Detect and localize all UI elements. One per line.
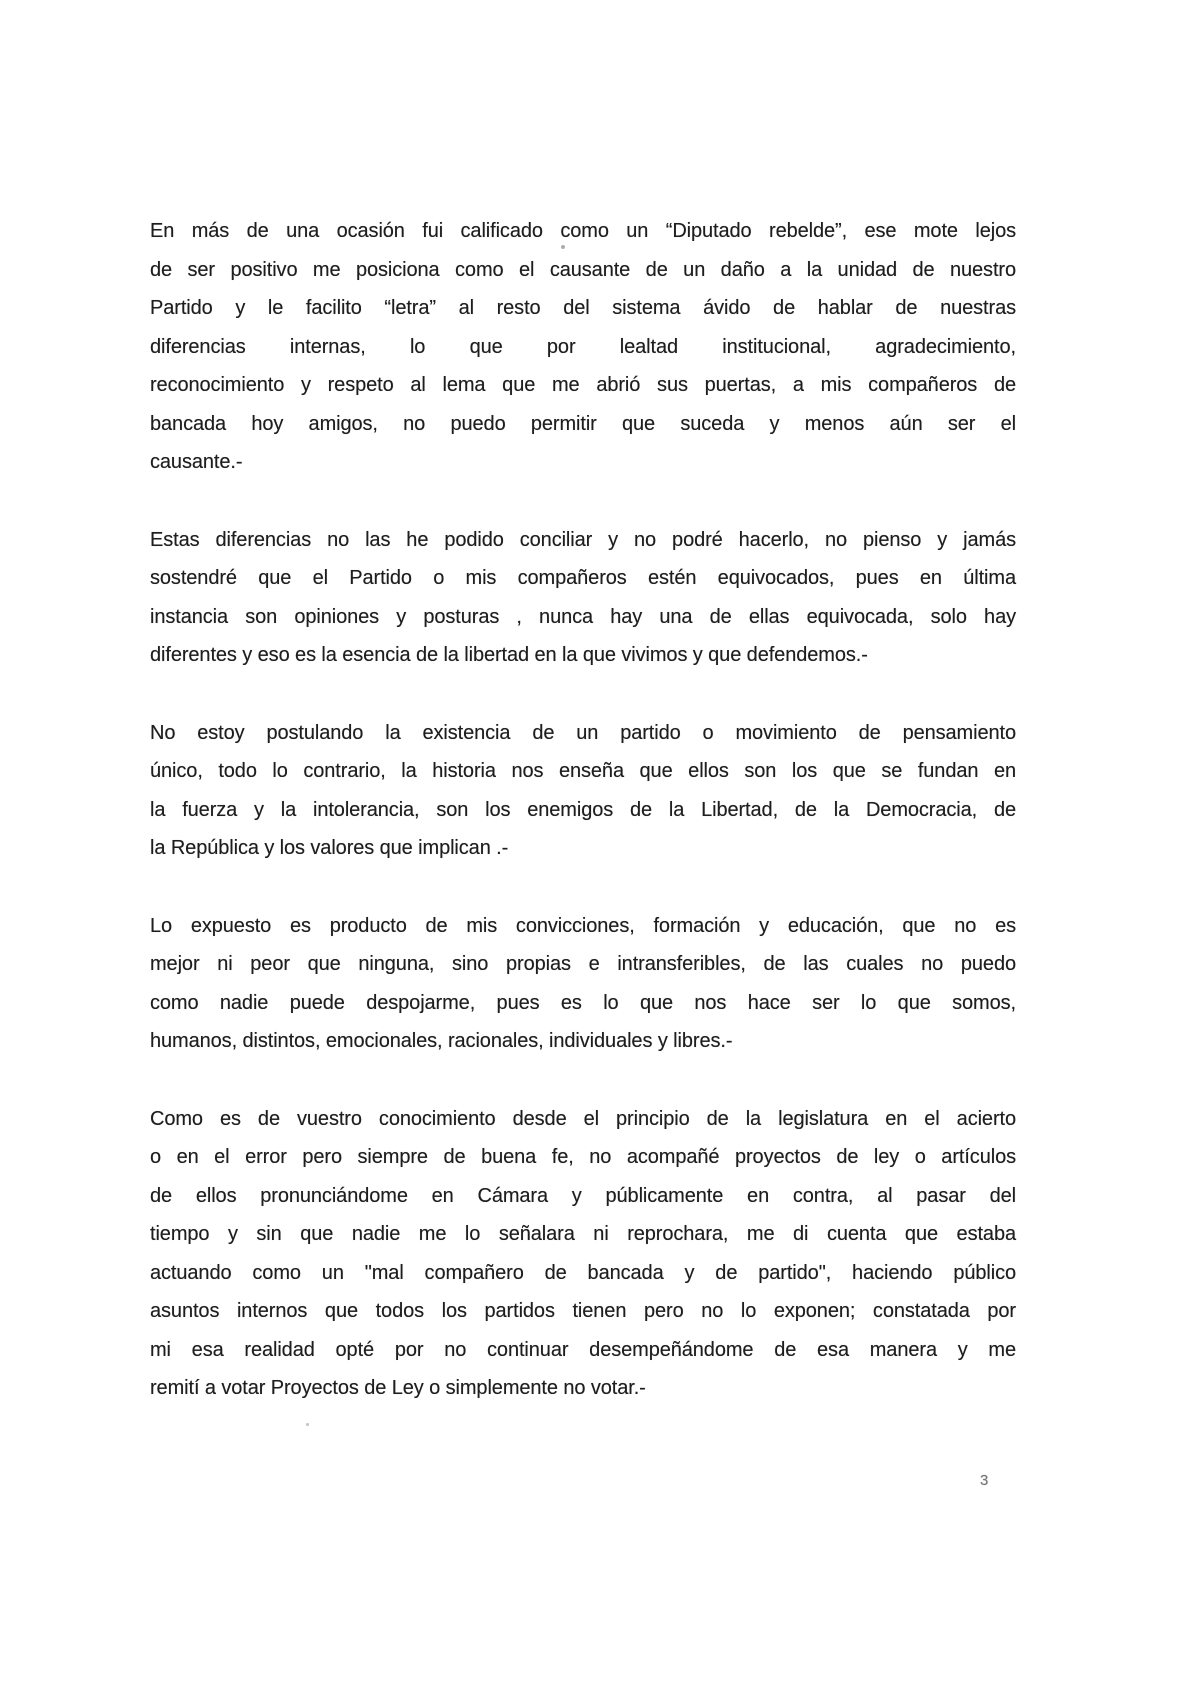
- text-line: instancia son opiniones y posturas , nunca hay una de ellas equivocada, solo hay: [150, 605, 1016, 628]
- text-line: de ellos pronunciándome en Cámara y públicamente en contra, al pasar del: [150, 1184, 1016, 1207]
- text-line: diferentes y eso es la esencia de la libertad en la que vivimos y que defendemos.-: [150, 644, 868, 666]
- text-line: asuntos internos que todos los partidos tienen pero no lo exponen; constatada por: [150, 1300, 1016, 1322]
- scan-artifact-dot: [561, 245, 565, 249]
- text-line: Partido y le facilito “letra” al resto del sistema ávido de hablar de nuestras: [150, 297, 1016, 319]
- paragraph: [150, 1100, 1016, 1408]
- text-line: actuando como un "mal compañero de bancada y de partido", haciendo público: [150, 1261, 1016, 1284]
- text-line: En más de una ocasión fui calificado como un “Diputado rebelde”, ese mote lejos: [150, 220, 1016, 242]
- text-line: causante.-: [150, 451, 243, 473]
- text-line: la República y los valores que implican .-: [150, 837, 509, 859]
- text-line: o en el error pero siempre de buena fe, no acompañé proyectos de ley o artículos: [150, 1146, 1016, 1168]
- page-number: 3: [980, 1472, 989, 1489]
- text-line: diferencias internas, lo que por lealtad institucional, agradecimiento,: [150, 335, 1016, 358]
- text-line: Estas diferencias no las he podido conciliar y no podré hacerlo, no pienso y jamás: [150, 528, 1016, 551]
- text-line: bancada hoy amigos, no puedo permitir que suceda y menos aún ser el: [150, 412, 1016, 435]
- scan-artifact-dot: [306, 1423, 309, 1426]
- text-line: mejor ni peor que ninguna, sino propias e intransferibles, de las cuales no puedo: [150, 953, 1016, 975]
- text-line: humanos, distintos, emocionales, racionales, individuales y libres.-: [150, 1030, 733, 1052]
- text-line: reconocimiento y respeto al lema que me abrió sus puertas, a mis compañeros de: [150, 374, 1016, 396]
- document-text: [150, 212, 1016, 1447]
- paragraph: [150, 714, 1016, 868]
- text-line: tiempo y sin que nadie me lo señalara ni reprochara, me di cuenta que estaba: [150, 1223, 1016, 1245]
- text-line: mi esa realidad opté por no continuar desempeñándome de esa manera y me: [150, 1338, 1016, 1361]
- text-line: Lo expuesto es producto de mis convicciones, formación y educación, que no es: [150, 914, 1016, 937]
- text-line: No estoy postulando la existencia de un partido o movimiento de pensamiento: [150, 721, 1016, 744]
- paragraph: [150, 521, 1016, 675]
- text-line: único, todo lo contrario, la historia nos enseña que ellos son los que se fundan en: [150, 760, 1016, 782]
- text-line: la fuerza y la intolerancia, son los enemigos de la Libertad, de la Democracia, de: [150, 798, 1016, 821]
- paragraph: [150, 907, 1016, 1061]
- text-line: remití a votar Proyectos de Ley o simplemente no votar.-: [150, 1377, 646, 1399]
- text-line: como nadie puede despojarme, pues es lo que nos hace ser lo que somos,: [150, 991, 1016, 1014]
- paragraph: [150, 212, 1016, 482]
- text-line: sostendré que el Partido o mis compañeros estén equivocados, pues en última: [150, 567, 1016, 589]
- text-line: Como es de vuestro conocimiento desde el principio de la legislatura en el acierto: [150, 1107, 1016, 1130]
- text-line: de ser positivo me posiciona como el causante de un daño a la unidad de nuestro: [150, 258, 1016, 281]
